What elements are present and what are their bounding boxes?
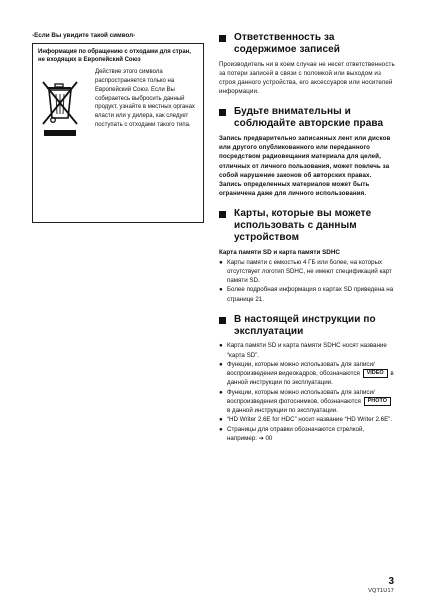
list-item [219, 341, 395, 359]
section-responsibility [219, 32, 395, 96]
bullet-dot-icon: ● [219, 360, 223, 368]
video-tag: VIDEO [363, 369, 388, 378]
section-title: Будьте внимательны и соблюдайте авторские права [234, 106, 384, 130]
section-title: Ответственность за содержимое записей [234, 32, 341, 55]
section-copyright [219, 106, 395, 198]
list-item-text: “HD Writer 2.6E for HDC” носит название “HD Writer 2.6E”. [227, 416, 392, 424]
bullet-list [219, 258, 395, 304]
bullet-dot-icon: ● [219, 258, 223, 266]
left-column [32, 32, 204, 223]
disposal-info-title: Информация по обращению с отходами для стран, не входящих в Европейский Союз [38, 49, 191, 64]
right-column [219, 32, 395, 454]
photo-tag: PHOTO [364, 397, 391, 406]
list-item [219, 258, 395, 286]
disposal-info-box [32, 43, 204, 223]
list-item-text: Функции, которые можно использовать для записи/воспроизведения фотоснимков, обозначаются [227, 388, 375, 405]
section-heading [219, 208, 395, 243]
list-item [219, 360, 395, 388]
section-heading [219, 32, 395, 56]
disposal-info-text: Действие этого символа распространяется только на Европейский Союз. Если Вы собираетесь выбросить данный продукт, узнайте в местных органах власти или у дилера, как следует поступать с отходами такого типа. [95, 69, 195, 128]
list-item-text: Страницы для справки обозначаются стрелкой, например: [227, 425, 365, 442]
list-item [219, 415, 395, 424]
bullet-dot-icon: ● [219, 286, 223, 294]
section-title: В настоящей инструкции по эксплуатации [234, 313, 376, 337]
list-item-text: Карты памяти с емкостью 4 ГБ или более, на которых отсутствует логотип SDHC, не имеют спецификаций карт памяти SD. [227, 258, 392, 285]
square-bullet-icon [219, 109, 226, 116]
section-subheading: Карта памяти SD и карта памяти SDHC [219, 248, 340, 256]
page-reference: 00 [265, 434, 273, 442]
square-bullet-icon [219, 317, 226, 324]
section-heading [219, 314, 395, 338]
list-item [219, 388, 395, 416]
list-item-text: Функции, которые можно использовать для записи/воспроизведения видеокадров, обозначаются [227, 360, 375, 378]
bullet-dot-icon: ● [219, 388, 223, 396]
bullet-dot-icon: ● [219, 342, 223, 350]
page-number: 3 [388, 576, 394, 587]
square-bullet-icon [219, 211, 226, 218]
disposal-info-body [38, 68, 198, 142]
crossed-out-wheeled-bin-icon [38, 78, 82, 142]
section-heading [219, 106, 395, 130]
section-manual-notes [219, 314, 395, 444]
list-item-text: Более подробная информация о картах SD приведена на странице 21. [227, 286, 394, 303]
list-item-text: Карта памяти SD и карта памяти SDHC носят название “карта SD”. [227, 342, 387, 359]
bullet-list [219, 341, 395, 444]
list-item [219, 425, 395, 444]
symbol-heading: -Если Вы увидите такой символ- [32, 32, 136, 39]
section-title: Карты, которые вы можете использовать с данным устройством [234, 208, 372, 244]
section-text: Запись предварительно записанных лент или дисков или другого опубликованного или переданного посредством радиовещания материала для целей, отличных от личного пользования, может повлечь за собой нарушение законов об авторских правах. Запись определенных материалов может быть ограничена даже для личного использования. [219, 135, 391, 198]
list-item [219, 285, 395, 303]
section-text: Производитель ни в коем случае не несет ответственность за потери записей в связи с поломкой или выходом из строя данного устройства, его аксессуаров или носителей информации. [219, 60, 395, 96]
square-bullet-icon [219, 35, 226, 42]
bullet-dot-icon: ● [219, 416, 223, 424]
list-item-text: в данной инструкции по эксплуатации. [227, 370, 394, 387]
list-item-text: в данной инструкции по эксплуатации. [227, 407, 338, 415]
section-cards [219, 208, 395, 303]
arrow-right-icon: ➔ [258, 435, 264, 442]
model-code: VQT1U17 [368, 588, 394, 594]
symbol-column [38, 68, 88, 142]
bullet-dot-icon: ● [219, 425, 223, 433]
